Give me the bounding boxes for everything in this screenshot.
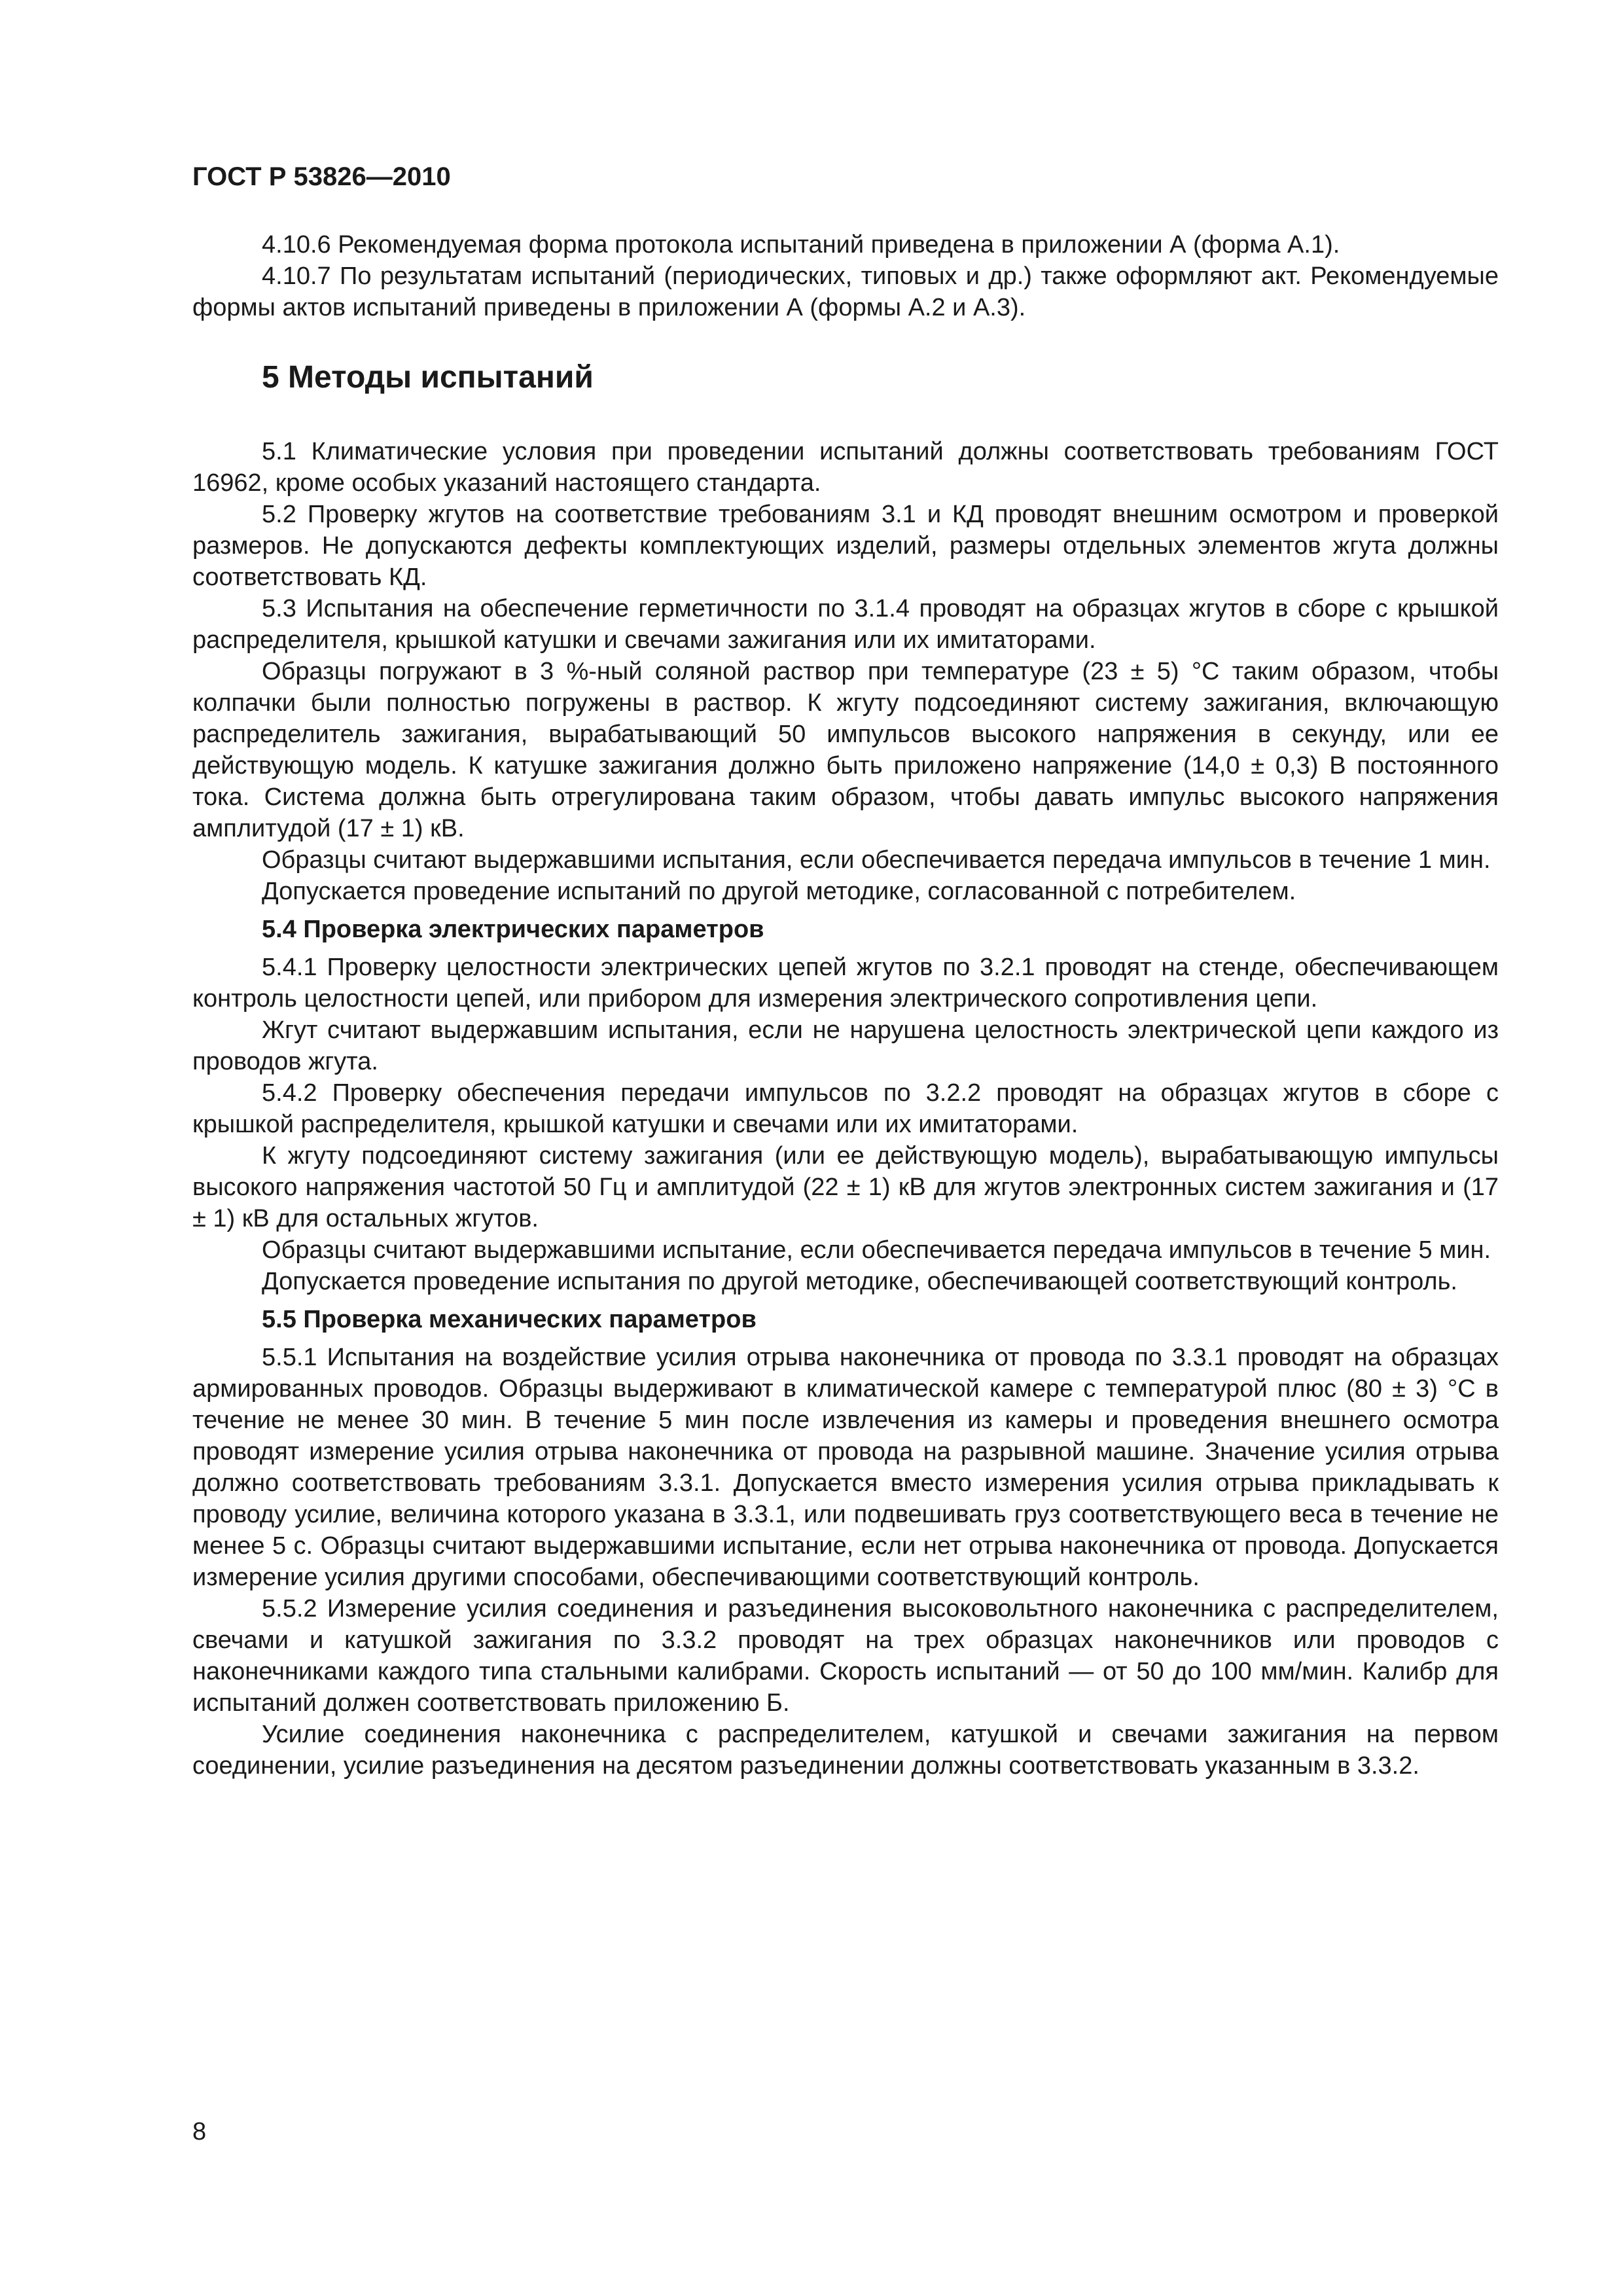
section-5-title: 5 Методы испытаний: [262, 360, 594, 395]
paragraph-5-4-2-procedure: К жгуту подсоединяют систему зажигания (или ее действующую модель), вырабатывающую импульсы высокого напряжения частотой 50 Гц и амплитудой (22 ± 1) кВ для жгутов электронных систем зажигания и (17 ± 1) кВ для остальных жгутов.: [192, 1142, 1499, 1232]
page-number: 8: [192, 2118, 207, 2145]
document-page: [192, 161, 1499, 1782]
paragraph-5-3-alternative: Допускается проведение испытаний по другой методике, согласованной с потребителем.: [262, 878, 1296, 905]
paragraph-4-10-7: 4.10.7 По результатам испытаний (периодических, типовых и др.) также оформляют акт. Рекомендуемые формы актов испытаний приведены в приложении А (формы А.2 и А.3).: [192, 262, 1499, 321]
paragraph-5-4-2: 5.4.2 Проверку обеспечения передачи импульсов по 3.2.2 проводят на образцах жгутов в сборе с крышкой распределителя, крышкой катушки и свечами или их имитаторами.: [192, 1079, 1499, 1138]
paragraph-4-10-6: 4.10.6 Рекомендуемая форма протокола испытаний приведена в приложении А (форма А.1).: [262, 231, 1340, 259]
section-5-5-title: 5.5 Проверка механических параметров: [262, 1306, 757, 1333]
paragraph-5-5-2-requirement: Усилие соединения наконечника с распределителем, катушкой и свечами зажигания на первом соединении, усилие разъединения на десятом разъединении должны соответствовать указанным в 3.3.2.: [192, 1721, 1499, 1780]
paragraph-5-4-2-alternative: Допускается проведение испытания по другой методике, обеспечивающей соответствующий контроль.: [262, 1268, 1457, 1295]
document-code-header: ГОСТ Р 53826—2010: [192, 162, 451, 191]
paragraph-5-5-1: 5.5.1 Испытания на воздействие усилия отрыва наконечника от провода по 3.3.1 проводят на образцах армированных проводов. Образцы выдерживают в климатической камере с температурой плюс (80 ± 3) °С в течение не менее 30 мин. В течение 5 мин после извлечения из камеры и проведения внешнего осмотра проводят измерение усилия отрыва наконечника от провода на разрывной машине. Значение усилия отрыва должно соответствовать требованиям 3.3.1. Допускается вместо измерения усилия отрыва прикладывать к проводу усилие, величина которого указана в 3.3.1, или подвешивать груз соответствующего веса в течение не менее 5 с. Образцы считают выдержавшими испытание, если нет отрыва наконечника от провода. Допускается измерение усилия другими способами, обеспечивающими соответствующий контроль.: [192, 1344, 1499, 1591]
section-5-4-title: 5.4 Проверка электрических параметров: [262, 916, 764, 943]
paragraph-5-2: 5.2 Проверку жгутов на соответствие требованиям 3.1 и КД проводят внешним осмотром и проверкой размеров. Не допускаются дефекты комплектующих изделий, размеры отдельных элементов жгута должны соответствовать КД.: [192, 501, 1499, 591]
paragraph-5-3-criteria: Образцы считают выдержавшими испытания, если обеспечивается передача импульсов в течение 1 мин.: [262, 846, 1491, 874]
paragraph-5-4-2-criteria: Образцы считают выдержавшими испытание, если обеспечивается передача импульсов в течение 5 мин.: [262, 1236, 1491, 1264]
paragraph-5-4-1-criteria: Жгут считают выдержавшим испытания, если не нарушена целостность электрической цепи каждого из проводов жгута.: [192, 1016, 1499, 1075]
paragraph-5-1: 5.1 Климатические условия при проведении испытаний должны соответствовать требованиям ГОСТ 16962, кроме особых указаний настоящего стандарта.: [192, 438, 1499, 497]
paragraph-5-3: 5.3 Испытания на обеспечение герметичности по 3.1.4 проводят на образцах жгутов в сборе с крышкой распределителя, крышкой катушки и свечами зажигания или их имитаторами.: [192, 595, 1499, 654]
paragraph-5-3-procedure: Образцы погружают в 3 %-ный соляной раствор при температуре (23 ± 5) °С таким образом, чтобы колпачки были полностью погружены в раствор. К жгуту подсоединяют систему зажигания, включающую распределитель зажигания, вырабатывающий 50 импульсов высокого напряжения в секунду, или ее действующую модель. К катушке зажигания должно быть приложено напряжение (14,0 ± 0,3) В постоянного тока. Система должна быть отрегулирована таким образом, чтобы давать импульс высокого напряжения амплитудой (17 ± 1) кВ.: [192, 658, 1499, 842]
paragraph-5-4-1: 5.4.1 Проверку целостности электрических цепей жгутов по 3.2.1 проводят на стенде, обеспечивающем контроль целостности цепей, или прибором для измерения электрического сопротивления цепи.: [192, 954, 1499, 1013]
paragraph-5-5-2: 5.5.2 Измерение усилия соединения и разъединения высоковольтного наконечника с распределителем, свечами и катушкой зажигания по 3.3.2 проводят на трех образцах наконечников или проводов с наконечниками каждого типа стальными калибрами. Скорость испытаний — от 50 до 100 мм/мин. Калибр для испытаний должен соответствовать приложению Б.: [192, 1595, 1499, 1717]
